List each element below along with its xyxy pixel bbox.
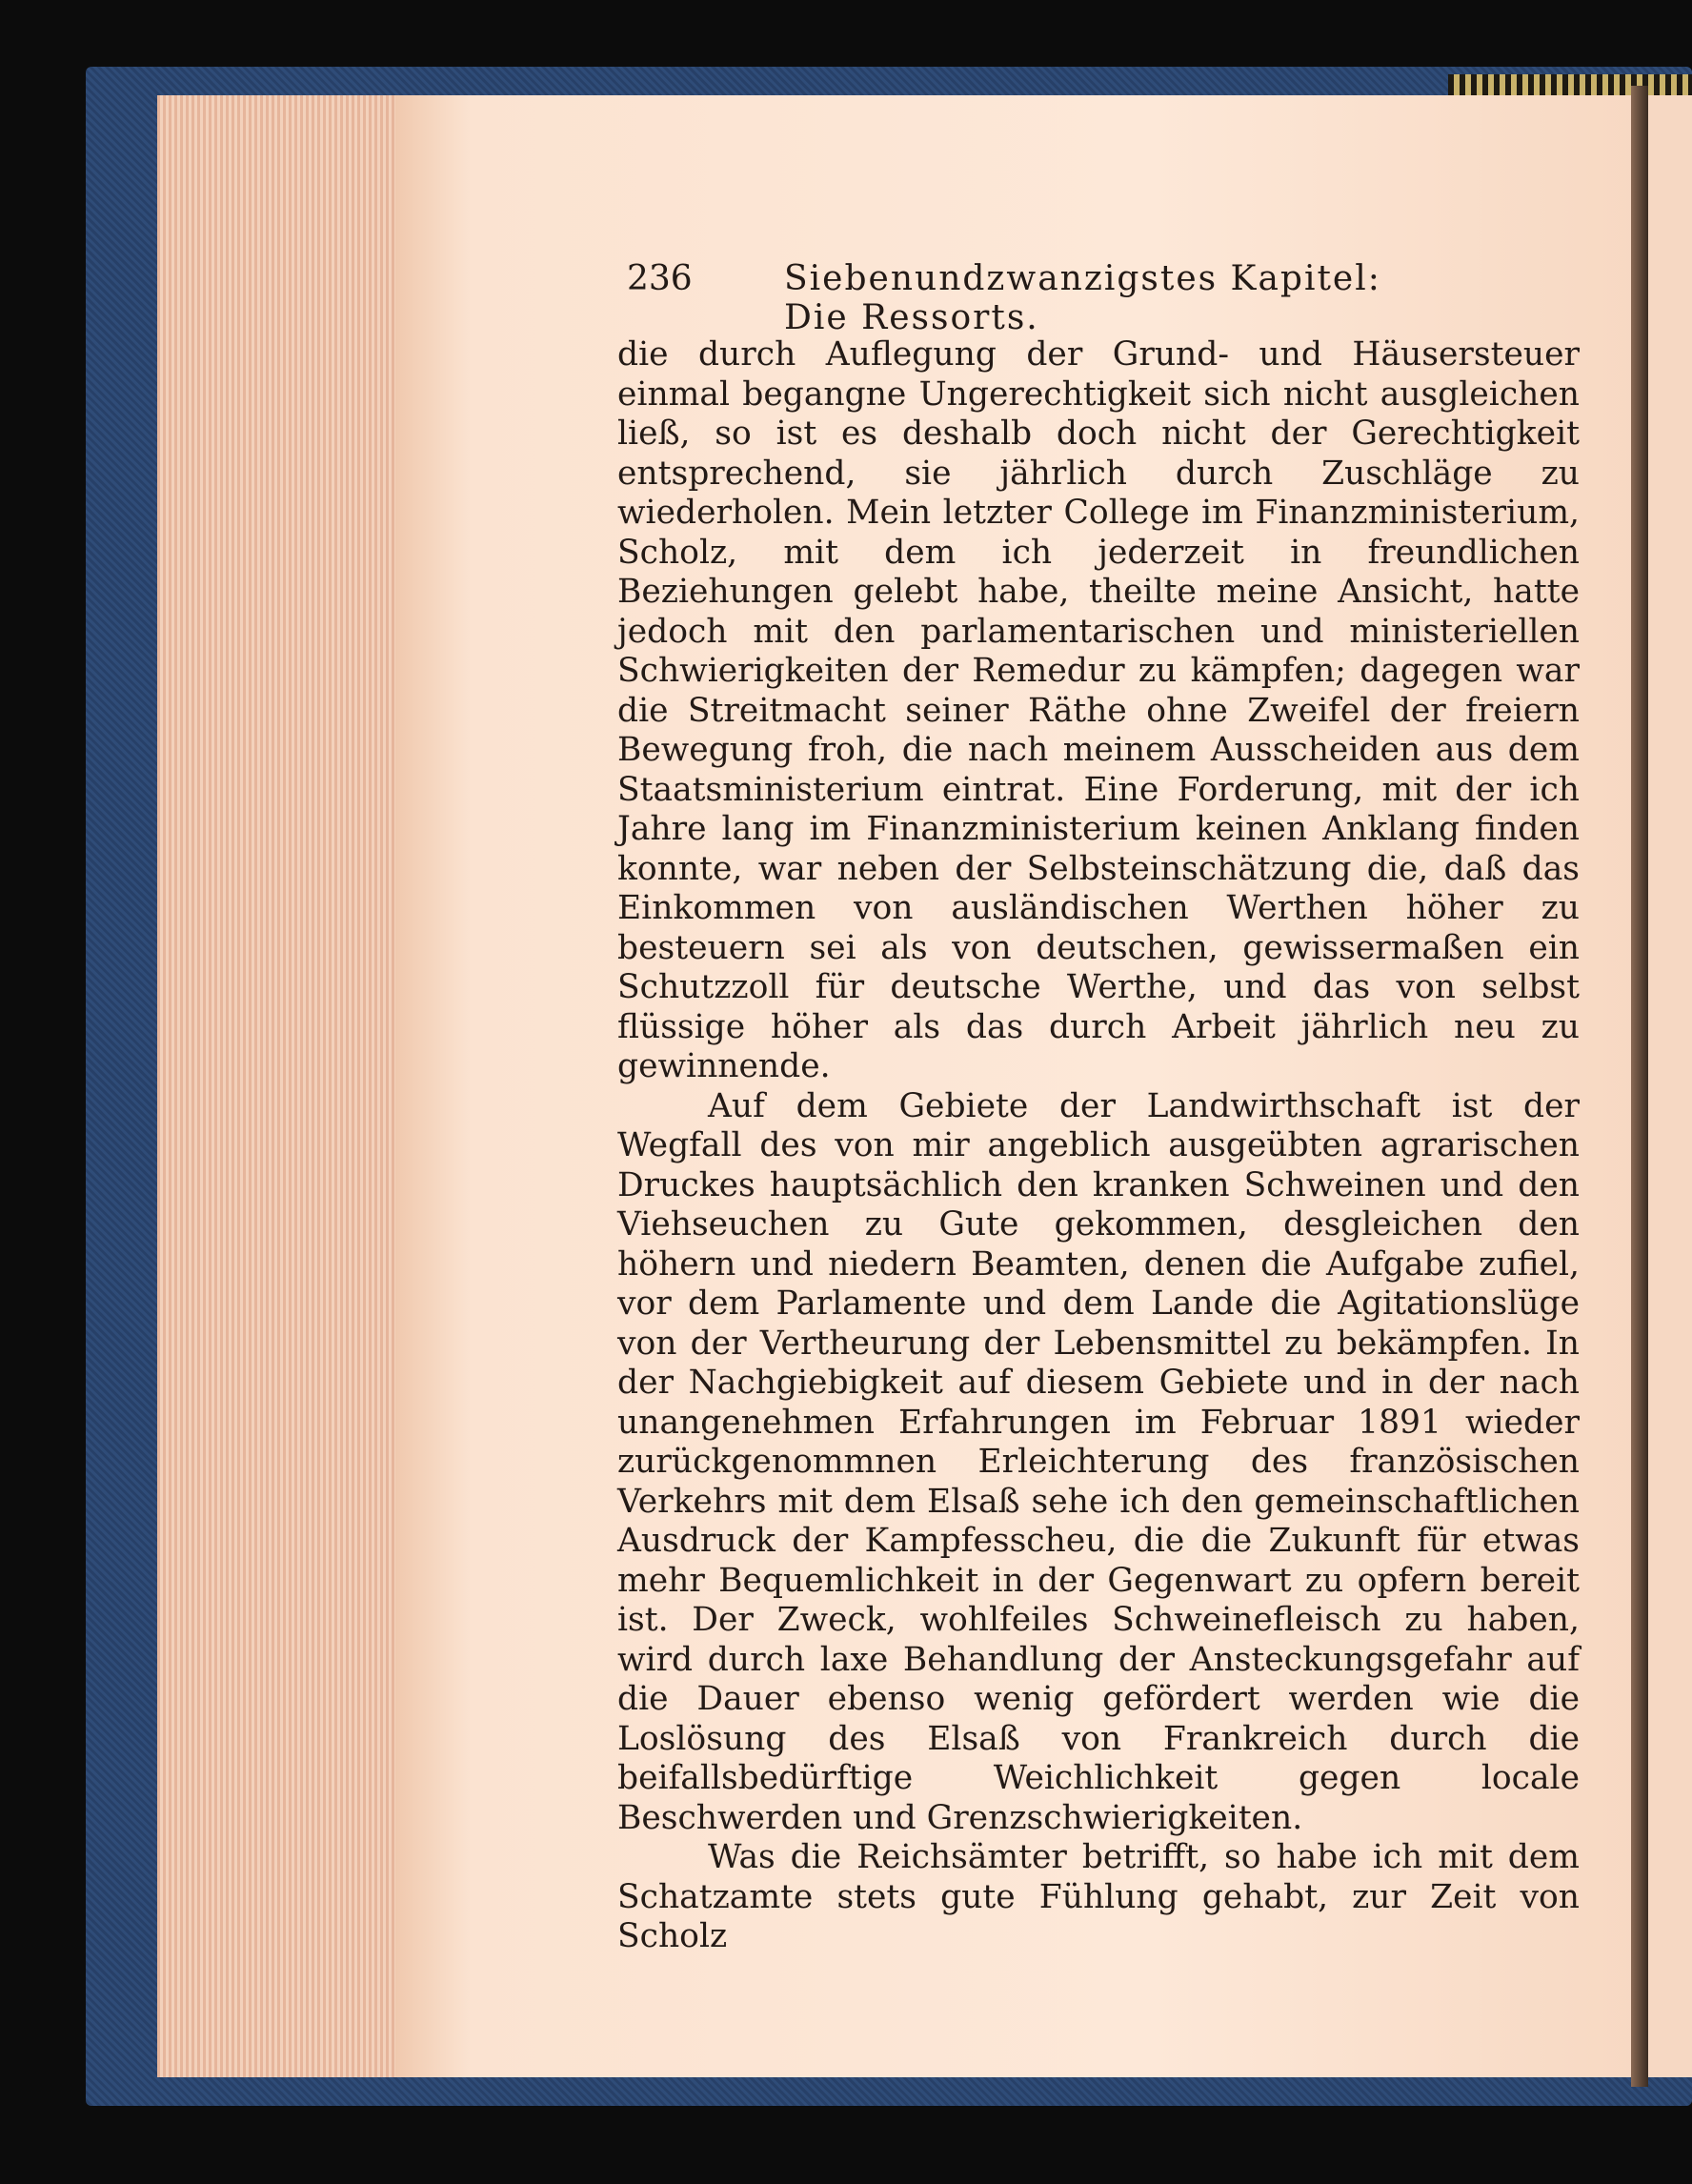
- facing-page-edge: [1648, 95, 1692, 2077]
- headband: [1448, 74, 1692, 95]
- paragraph-2: Auf dem Gebiete der Landwirthschaft ist der Wegfall des von mir angeblich ausgeübten agrarischen Druckes hauptsächlich den kranken Schweinen und den Viehseuchen zu Gute gekommen, desgleichen den höhern und niedern Beamten, denen die Aufgabe zufiel, vor dem Parlamente und dem Lande die Agitationslüge von der Vertheurung der Lebensmittel zu bekämpfen. In der Nachgiebigkeit auf diesem Gebiete und in der nach unangenehmen Erfahrungen im Februar 1891 wieder zurückgenommnen Erleichterung des französischen Verkehrs mit dem Elsaß sehe ich den gemeinschaftlichen Ausdruck der Kampfesscheu, die die Zukunft für etwas mehr Bequemlichkeit in der Gegenwart zu opfern bereit ist. Der Zweck, wohlfeiles Schweinefleisch zu haben, wird durch laxe Behandlung der Ansteckungsgefahr auf die Dauer ebenso wenig gefördert werden wie die Loslösung des Elsaß von Frankreich durch die beifallsbedürftige Weichlichkeit gegen locale Beschwerden und Grenzschwierigkeiten.: [617, 1086, 1580, 1837]
- running-head: Siebenundzwanzigstes Kapitel: Die Ressorts.: [784, 259, 1381, 337]
- page-number: 236: [627, 259, 693, 298]
- body-text: [617, 335, 1580, 1957]
- paragraph-1: die durch Auflegung der Grund- und Häusersteuer einmal begangne Ungerechtigkeit sich nicht ausgleichen ließ, so ist es deshalb doch nicht der Gerechtigkeit entsprechend, sie jährlich durch Zuschläge zu wiederholen. Mein letzter College im Finanzministerium, Scholz, mit dem ich jederzeit in freundlichen Beziehungen gelebt habe, theilte meine Ansicht, hatte jedoch mit den parlamentarischen und ministeriellen Schwierigkeiten der Remedur zu kämpfen; dagegen war die Streitmacht seiner Räthe ohne Zweifel der freiern Bewegung froh, die nach meinem Ausscheiden aus dem Staatsministerium eintrat. Eine Forderung, mit der ich Jahre lang im Finanzministerium keinen Anklang finden konnte, war neben der Selbsteinschätzung die, daß das Einkommen von ausländischen Werthen höher zu besteuern sei als von deutschen, gewissermaßen ein Schutzzoll für deutsche Werthe, und das von selbst flüssige höher als das durch Arbeit jährlich neu zu gewinnende.: [617, 335, 1580, 1085]
- paragraph-3: Was die Reichsämter betrifft, so habe ich mit dem Schatzamte stets gute Fühlung gehabt, zur Zeit von Scholz: [617, 1838, 1580, 1955]
- page-edges: [157, 95, 405, 2077]
- book-gutter: [1631, 86, 1648, 2087]
- page-header: [627, 259, 1437, 337]
